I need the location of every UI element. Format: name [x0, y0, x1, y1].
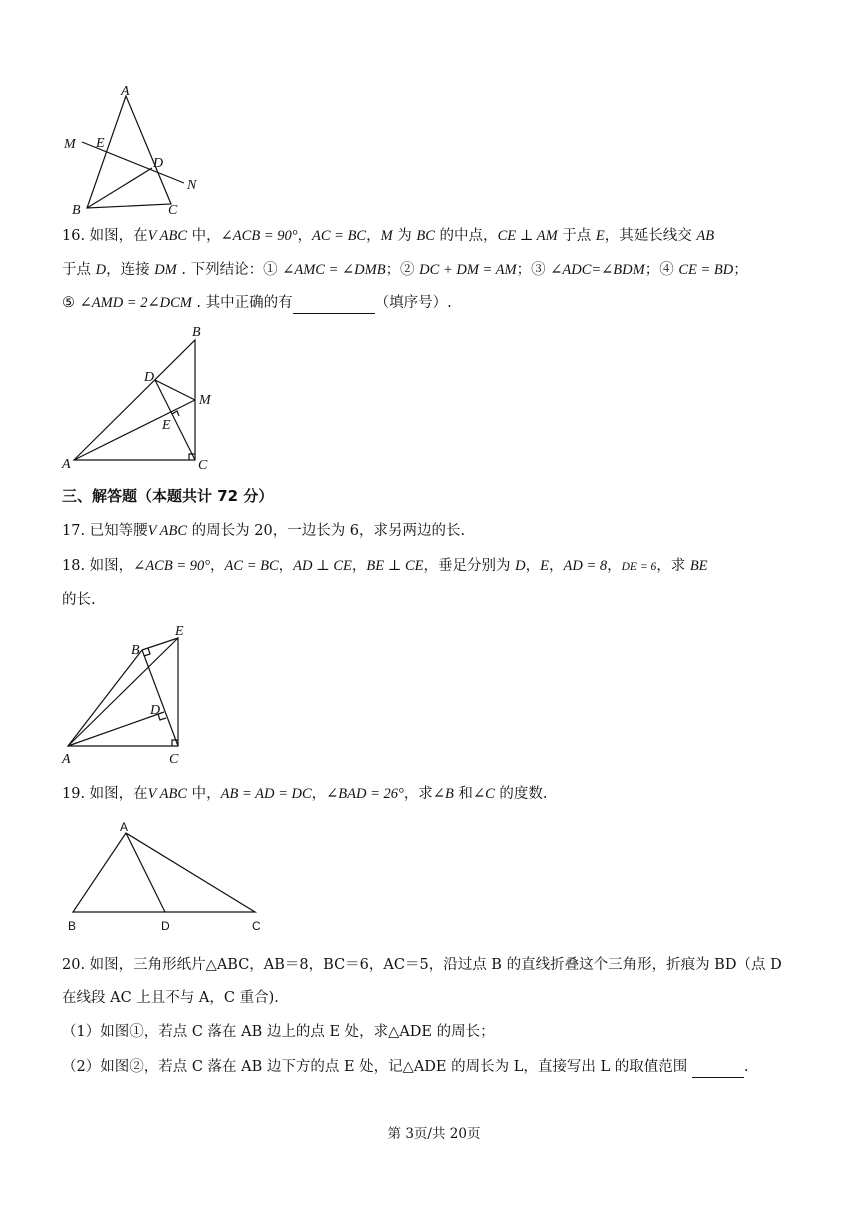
figure-18-diagram: [58, 620, 208, 768]
label-c: C: [198, 458, 208, 473]
q18-line1: 18. 如图，∠ACB = 90°，AC = BC，AD ⊥ CE，BE ⊥ CE，垂足分别为 D，E，AD = 8，DE = 6，求 BE: [62, 558, 708, 574]
label-e: E: [162, 418, 171, 433]
segment-bc: [142, 650, 178, 746]
q20-line2: 在线段 AC 上且不与 A，C 重合).: [62, 990, 279, 1006]
section-heading: 三、解答题（本题共计 72 分）: [62, 487, 274, 505]
label-b: B: [192, 325, 201, 340]
q20-line3: （1）如图①，若点 C 落在 AB 边上的点 E 处，求△ADE 的周长；: [62, 1024, 495, 1040]
label-d: D: [150, 703, 161, 718]
label-a: A: [62, 752, 71, 767]
q20-line1: 20. 如图，三角形纸片△ABC，AB＝8，BC＝6，AC＝5，沿过点 B 的直线折叠这个三角形，折痕为 BD（点 D: [62, 957, 782, 973]
label-c: C: [168, 203, 178, 217]
label-d: D: [153, 156, 164, 171]
label-n: N: [187, 178, 197, 193]
q16-line3: ⑤ ∠AMD = 2∠DCM . 其中正确的有 （填序号）.: [62, 293, 452, 314]
label-b: B: [72, 203, 81, 217]
label-b: B: [68, 919, 77, 933]
triangle-abc: [87, 96, 171, 208]
q16-line2: 于点 D，连接 DM . 下列结论：① ∠AMC = ∠DMB；② DC + DM = AM；③ ∠ADC=∠BDM；④ CE = BD；: [62, 262, 748, 278]
label-m: M: [199, 393, 211, 408]
segment-ab-side: [68, 650, 142, 746]
label-e: E: [175, 624, 184, 639]
figure-16-diagram: [58, 320, 228, 475]
figure-19-diagram: [62, 816, 272, 936]
segment-cd: [155, 380, 195, 460]
q19-line: 19. 如图，在V ABC 中，AB = AD = DC，∠BAD = 26°，求∠B 和∠C 的度数.: [62, 786, 548, 802]
label-d: D: [161, 919, 170, 933]
label-b: B: [131, 643, 140, 658]
q17-line: 17. 已知等腰V ABC 的周长为 20，一边长为 6，求另两边的长.: [62, 523, 466, 539]
q18-line2: 的长.: [62, 592, 96, 608]
figure-15-diagram: [60, 82, 210, 217]
label-a: A: [121, 84, 130, 99]
q16-line1: 16. 如图，在V ABC 中，∠ACB = 90°，AC = BC，M 为 BC 的中点，CE ⊥ AM 于点 E，其延长线交 AB: [62, 228, 715, 244]
label-e: E: [96, 136, 105, 151]
triangle-abc: [73, 833, 255, 912]
label-c: C: [169, 752, 179, 767]
label-m: M: [64, 137, 76, 152]
label-a: A: [120, 820, 129, 834]
q20-answer-blank[interactable]: [692, 1057, 744, 1078]
page-footer: 第 3页/共 20页: [387, 1126, 481, 1142]
triangle-abc: [74, 340, 195, 460]
label-a: A: [62, 457, 71, 472]
segment-bd: [87, 168, 152, 208]
q20-line4: （2）如图②，若点 C 落在 AB 边下方的点 E 处，记△ADE 的周长为 L，直接写出 L 的取值范围 .: [62, 1057, 748, 1078]
segment-am: [74, 400, 195, 460]
label-d: D: [144, 370, 155, 385]
label-c: C: [252, 919, 261, 933]
segment-dm: [155, 380, 195, 400]
q16-answer-blank[interactable]: [293, 293, 375, 314]
triangle-aec: [68, 638, 178, 746]
